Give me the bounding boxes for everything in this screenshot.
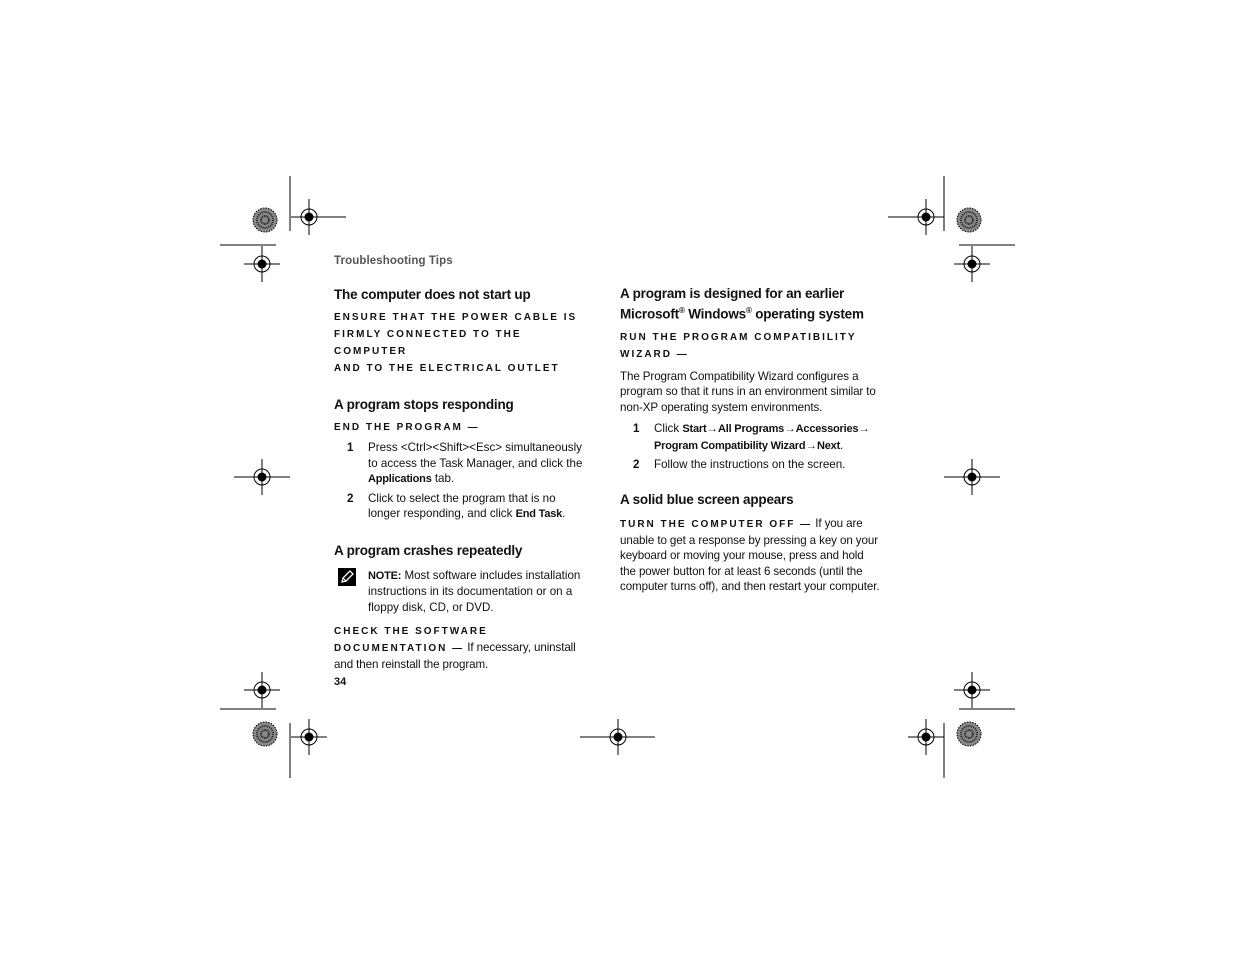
- compat-paragraph: The Program Compatibility Wizard configures a program so that it runs in an environment similar to non-XP operating system environments.: [620, 369, 876, 414]
- step-item: [620, 457, 882, 473]
- step-item: 1 Click Start→All Programs→Accessories→ Program Compatibility Wizard→Next.: [633, 422, 870, 452]
- compat-wizard-label: Program Compatibility Wizard: [654, 439, 806, 452]
- action-heading-turn-off: TURN THE COMPUTER OFF —: [620, 518, 813, 530]
- action-heading-check-doc-1: CHECK THE SOFTWARE: [334, 626, 488, 637]
- section-title-no-start: The computer does not start up: [334, 287, 531, 302]
- check-doc-paragraph: [334, 640, 589, 673]
- step-item: [334, 440, 589, 488]
- step-number: 2: [633, 458, 640, 471]
- section-title-earlier-windows: A program is designed for an earlier Microsoft® Windows® operating system: [620, 286, 864, 322]
- section-title-stops-responding: A program stops responding: [334, 397, 514, 412]
- note-box: [334, 568, 589, 616]
- running-header: Troubleshooting Tips: [334, 255, 453, 267]
- step-number: 1: [633, 422, 640, 435]
- right-column: [620, 285, 882, 595]
- arrow-icon: →: [858, 422, 870, 435]
- arrow-icon: →: [706, 422, 718, 435]
- step-text: Press <Ctrl><Shift><Esc> simultaneously to access the Task Manager, and click the: [368, 441, 583, 470]
- action-heading-check-doc-2: DOCUMENTATION —: [334, 643, 465, 654]
- step-item: [334, 491, 589, 523]
- left-column: [334, 254, 589, 673]
- next-label: Next: [816, 439, 841, 452]
- section-title-blue-screen: A solid blue screen appears: [620, 491, 794, 507]
- applications-tab-label: Applications: [368, 473, 432, 485]
- blue-screen-paragraph: [620, 516, 882, 595]
- step-text: .: [562, 507, 566, 520]
- check-doc-text: If necessary, uninstall and then reinstall the program.: [334, 641, 576, 671]
- end-task-label: End Task: [515, 508, 563, 520]
- start-menu-label: Start: [682, 423, 707, 435]
- action-heading-compat-1: RUN THE PROGRAM COMPATIBILITY: [620, 331, 857, 343]
- pencil-note-icon: [338, 568, 356, 586]
- note-text: Most software includes installation instructions in its documentation or on a floppy disk, CD, or DVD.: [368, 568, 581, 614]
- step-number: 1: [347, 441, 354, 454]
- action-heading-end-program: END THE PROGRAM —: [334, 422, 480, 433]
- action-heading-power-3: AND TO THE ELECTRICAL OUTLET: [334, 363, 560, 374]
- all-programs-label: All Programs: [718, 423, 785, 435]
- step-number: 2: [347, 491, 354, 505]
- accessories-label: Accessories: [795, 423, 859, 435]
- step-text: Click to select the program that is no longer responding, and click: [368, 491, 556, 520]
- action-heading-compat-2: WIZARD —: [620, 348, 689, 360]
- step-text: Follow the instructions on the screen.: [654, 458, 846, 471]
- action-heading-power-2: FIRMLY CONNECTED TO THE COMPUTER: [334, 329, 522, 357]
- blue-screen-text: If you are unable to get a response by pressing a key on your keyboard or moving your mouse, press and hold the power button for at least 6 seconds (until the computer turns off), and then restart your computer.: [620, 516, 880, 593]
- arrow-icon: →: [784, 422, 796, 435]
- step-text: tab.: [431, 472, 455, 485]
- action-heading-power-1: ENSURE THAT THE POWER CABLE IS: [334, 312, 578, 323]
- page-number: 34: [334, 676, 347, 688]
- note-label: NOTE:: [368, 569, 402, 582]
- section-title-crashes: A program crashes repeatedly: [334, 542, 523, 558]
- arrow-icon: →: [805, 438, 817, 452]
